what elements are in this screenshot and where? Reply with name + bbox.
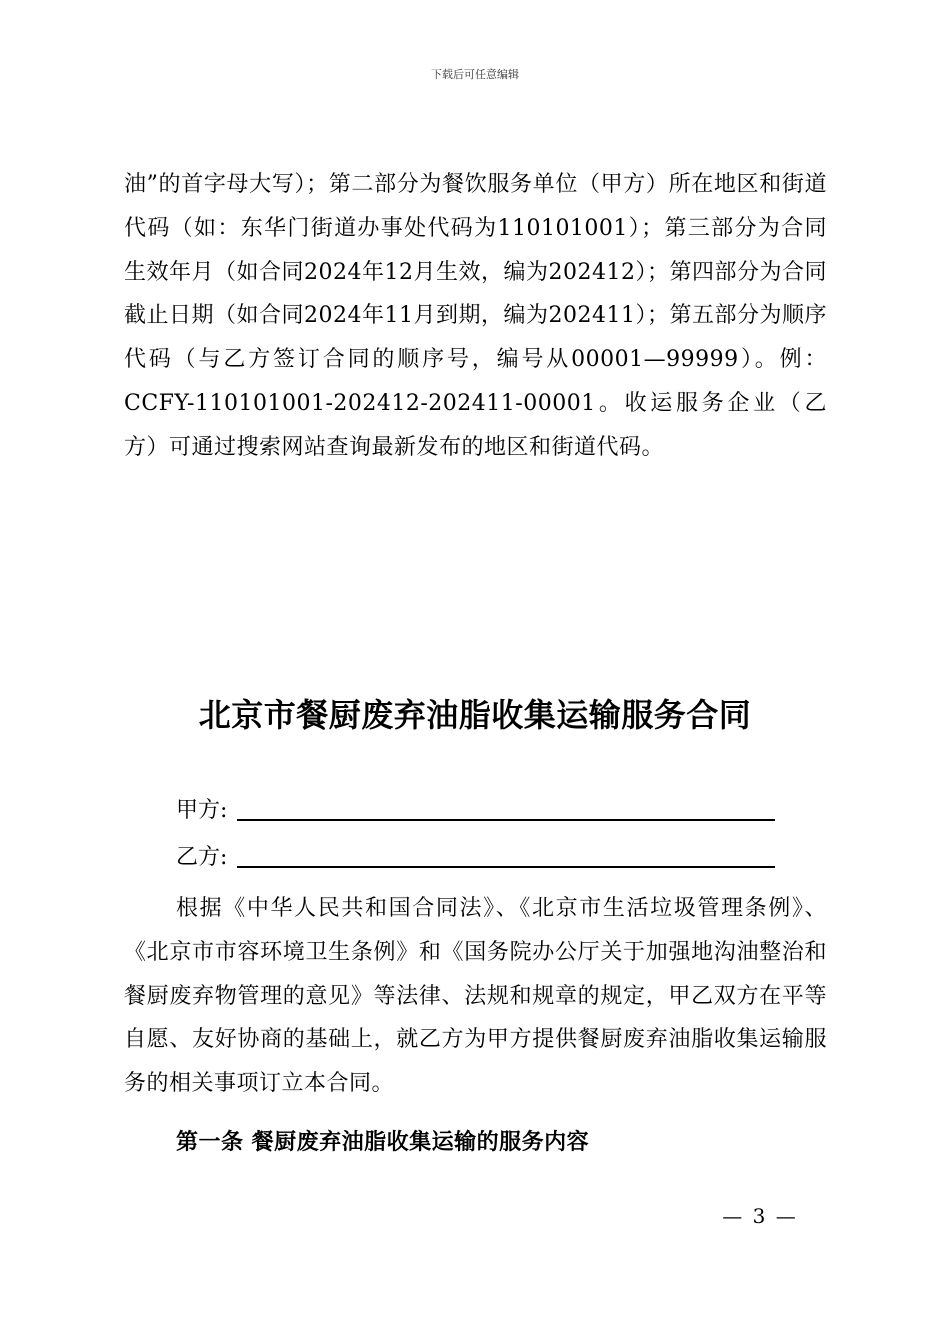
party-b-blank-line (237, 844, 775, 868)
contract-title: 北京市餐厨废弃油脂收集运输服务合同 (198, 696, 752, 734)
party-a-blank-line (237, 797, 775, 821)
party-b-row (176, 838, 775, 878)
header-note: 下载后可任意编辑 (431, 68, 519, 81)
party-a-label: 甲方: (176, 798, 228, 823)
article-one-heading: 第一条 餐厨废弃油脂收集运输的服务内容 (176, 1130, 590, 1155)
preamble-paragraph: 根据《中华人民共和国合同法》、《北京市生活垃圾管理条例》、《北京市市容环境卫生条例》和《国务院办公厅关于加强地沟油整治和餐厨废弃物管理的意见》等法律、法规和规章的规定，甲乙双方在平等自愿、友好协商的基础上，就乙方为甲方提供餐厨废弃油脂收集运输服务的相关事项订立本合同。 (124, 896, 827, 1097)
intro-paragraph: 油”的首字母大写）；第二部分为餐饮服务单位（甲方）所在地区和街道代码（如：东华门街道办事处代码为110101001）；第三部分为合同生效年月（如合同2024年12月生效，编为202412）；第四部分为合同截止日期（如合同2024年11月到期，编为202411）；第五部分为顺序代码（与乙方签订合同的顺序号，编号从00001—99999）。例：CCFY-110101001-202412-202411-00001。收运服务企业（乙方）可通过搜索网站查询最新发布的地区和街道代码。 (124, 172, 827, 460)
party-b-label: 乙方: (176, 845, 228, 870)
page-number: — 3 — (722, 1204, 798, 1228)
party-a-row (176, 791, 775, 831)
